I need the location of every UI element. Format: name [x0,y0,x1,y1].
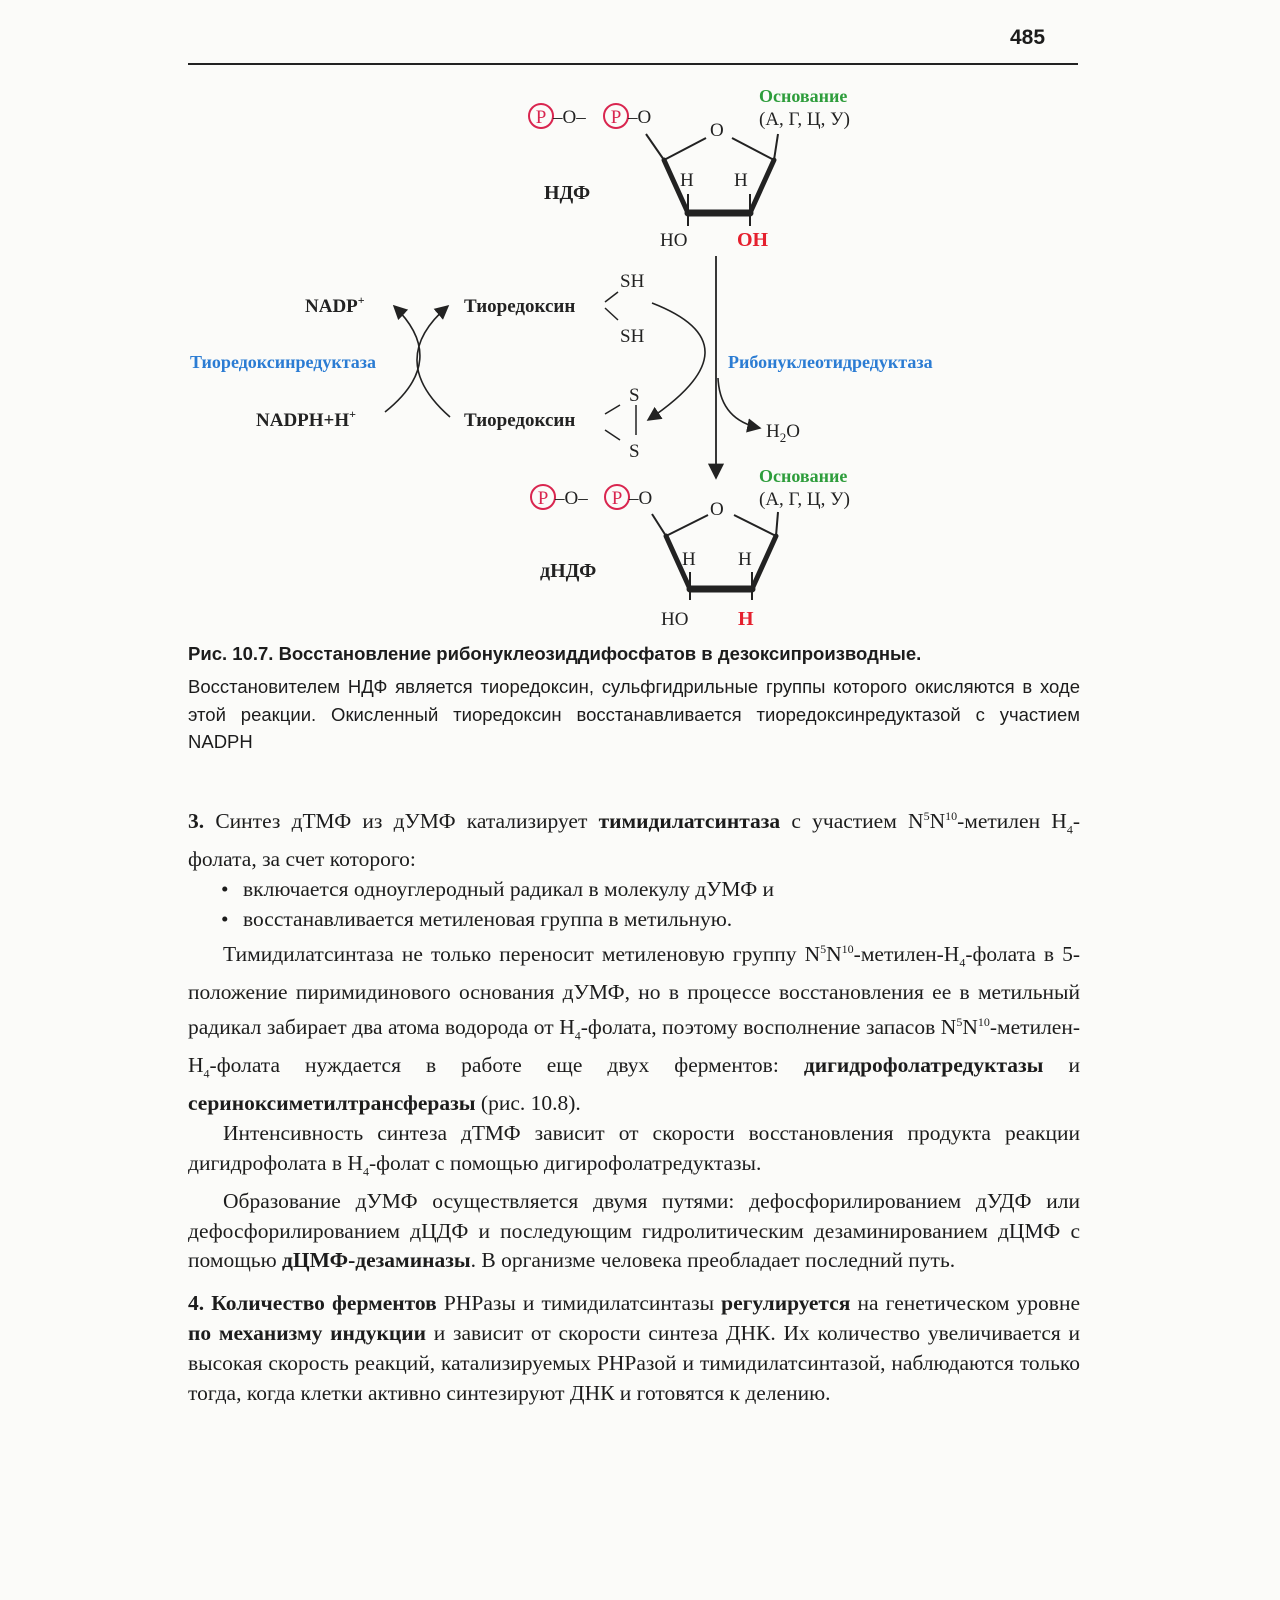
paragraph-formation: Образование дУМФ осуществляется двумя путями: дефосфорилированием дУДФ или дефосфорилированием дЦДФ и последующим гидролитическим дезаминированием дЦМФ с помощью дЦМФ-дезаминазы. В организме человека преобладает последний путь. [188,1188,1080,1273]
nadp-plus-label: NADP+ [305,293,365,317]
h-group-red: H [738,608,754,630]
dndp-molecule [531,466,850,630]
thioredoxin-oxidized-label: Тиоредоксин [464,410,576,431]
base-options: (А, Г, Ц, У) [759,109,850,130]
phosphate-chain-end: –O [628,107,652,128]
paragraph-thymidylate: Тимидилатсинтаза не только переносит метиленовую группу $N^5N^{10}-метилен-H_4$-фолата в 5-положение пиримидинового основания дУМФ, но в процессе восстановления ее в метильный радикал забирает два атома водорода от $H_4$-фолата, поэтому восполнение запасов $N^5N^{10}-метилен-H_4$-фолата нуждается в работе еще двух ферментов: дигидрофолатредуктазы и сериноксиметилтрансферазы (рис. 10.8). [188,941,1081,1116]
ring-oxygen-2: O [710,499,724,520]
figure-caption [188,643,1080,756]
h-right: H [734,170,748,191]
dndp-label: дНДФ [540,560,597,582]
s-bottom: S [629,441,640,462]
h-right-2: H [738,549,752,570]
paragraph-4: 4. Количество ферментов РНРазы и тимидилатсинтазы регулируется на генетическом уровне по механизму индукции и зависит от скорости синтеза ДНК. Их количество увеличивается и высокая скорость реакций, катализируемых РНРазой и тимидилатсинтазой, наблюдаются только тогда, когда клетки активно синтезируют ДНК и готовятся к делению. [188,1291,1080,1405]
phosphate-label-3: P [537,488,549,509]
header-rule [188,63,1078,65]
phosphate-chain-end-2: –O [629,488,653,509]
h-left: H [680,170,694,191]
bullet-list [188,875,1080,935]
ho-group: HO [660,230,688,251]
nadph-label: NADPH+H+ [256,407,356,431]
paragraph-intensity: Интенсивность синтеза дТМФ зависит от скорости восстановления продукта реакции дигидрофолата в $H_4$-фолат с помощью дигирофолатредуктазы. [188,1120,1080,1178]
ring-oxygen: O [710,120,724,141]
caption-title: Рис. 10.7. Восстановление рибонуклеозиддифосфатов в дезоксипроизводные. [188,643,922,664]
thioredoxin-reductase-label: Тиоредоксинредуктаза [190,352,376,372]
base-label-2: Основание [759,466,848,486]
water-label: $H_2O$ [766,421,800,445]
thioredoxin-oxidized [464,385,640,462]
bullet-item: • восстанавливается метиленовая группа в метильную. [188,905,1080,935]
phosphate-label-2: P [610,107,622,128]
caption-text: Восстановителем НДФ является тиоредоксин, сульфгидрильные группы которого окисляются в ходе этой реакции. Окисленный тиоредоксин восстанавливается тиоредоксинредуктазой с участием NADPH [188,676,1080,752]
phosphate-link-1: –O– [553,107,586,128]
reaction-diagram [0,70,1280,640]
ribonucleotide-reductase-label: Рибонуклеотидредуктаза [728,352,933,372]
ho-group-2: HO [661,609,689,630]
s-top: S [629,385,640,406]
ndp-molecule [529,86,850,251]
bullet-item: • включается одноуглеродный радикал в молекулу дУМФ и [188,875,1080,905]
page-number: 485 [1010,26,1046,49]
base-label: Основание [759,86,848,106]
paragraph-3: 3. Синтез дТМФ из дУМФ катализирует тимидилатсинтаза с участием $N^5N^{10}$-метилен $H_4$-фолата, за счет которого: [188,809,1080,872]
phosphate-label-4: P [611,488,623,509]
phosphate-link-2: –O– [555,488,588,509]
thioredoxin-reduced [464,271,645,347]
thioredoxin-reductase-cycle [190,293,450,431]
phosphate-label-1: P [535,107,547,128]
ndp-label: НДФ [544,182,591,204]
sh-top: SH [620,271,645,292]
body-text [188,802,1080,1408]
h-left-2: H [682,549,696,570]
sh-bottom: SH [620,326,645,347]
oh-group: OH [737,229,769,251]
base-options-2: (А, Г, Ц, У) [759,489,850,510]
thioredoxin-reduced-label: Тиоредоксин [464,296,576,317]
